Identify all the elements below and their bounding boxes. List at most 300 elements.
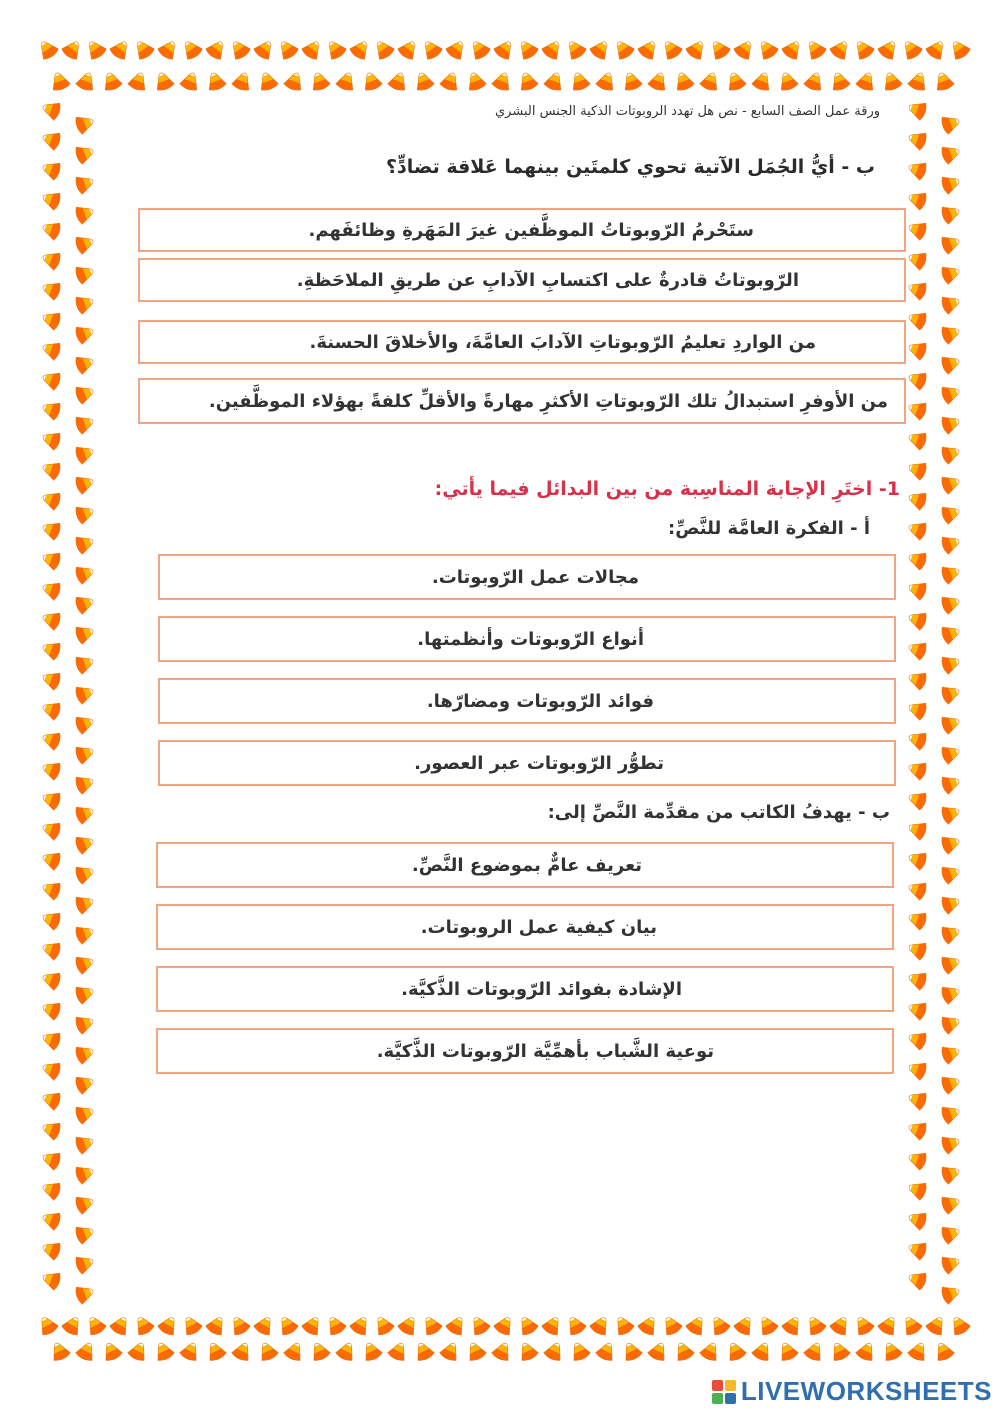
- candy-corn-266: [906, 668, 928, 691]
- candy-corn-63: [672, 70, 695, 92]
- candy-corn-205: [74, 952, 96, 975]
- candy-corn-166: [40, 368, 62, 391]
- candy-corn-37: [924, 37, 948, 61]
- candy-corn-81: [204, 1313, 228, 1337]
- candy-corn-19: [492, 37, 516, 61]
- candy-corn-272: [906, 758, 928, 781]
- candy-corn-126: [387, 1340, 410, 1363]
- candy-corn-32: [803, 37, 827, 61]
- candy-corn-193: [74, 772, 96, 795]
- candy-corn-53: [412, 70, 435, 92]
- candy-corn-22: [563, 37, 587, 61]
- antonym-option-4-text: من الأوفرِ استبدالُ تلك الرّوبوتاتِ الأكثرِ مهارةً والأقلِّ كلفةً بهؤلاء الموظَّفين.: [208, 390, 888, 412]
- candy-corn-294: [906, 1088, 928, 1111]
- candy-corn-11: [300, 37, 324, 61]
- candy-corn-260: [906, 578, 928, 601]
- candy-corn-21: [540, 37, 564, 61]
- candy-corn-257: [940, 532, 962, 555]
- candy-corn-25: [636, 37, 660, 61]
- candy-corn-249: [940, 412, 962, 435]
- candy-corn-89: [396, 1313, 420, 1337]
- candy-corn-109: [876, 1313, 900, 1337]
- candy-corn-71: [880, 70, 903, 92]
- candy-corn-208: [40, 998, 62, 1021]
- candy-corn-158: [40, 248, 62, 271]
- candy-corn-59: [568, 70, 591, 92]
- candy-corn-23: [588, 37, 612, 61]
- candy-corn-135: [620, 1340, 643, 1363]
- candy-corn-68: [803, 70, 826, 92]
- candy-corn-160: [40, 278, 62, 301]
- candy-corn-224: [40, 1238, 62, 1261]
- candy-corn-80: [179, 1313, 203, 1337]
- candy-corn-139: [724, 1340, 747, 1363]
- candy-corn-141: [776, 1340, 799, 1363]
- candy-corn-110: [899, 1313, 923, 1337]
- candy-corn-119: [204, 1340, 227, 1363]
- candy-corn-247: [940, 382, 962, 405]
- candy-corn-78: [131, 1313, 155, 1337]
- candy-corn-40: [75, 70, 98, 92]
- part-a-option-1[interactable]: [158, 554, 896, 600]
- candy-corn-307: [940, 1282, 962, 1305]
- candy-corn-153: [74, 172, 96, 195]
- candy-corn-79: [156, 1313, 180, 1337]
- candy-corn-124: [335, 1340, 358, 1363]
- candy-corn-106: [803, 1313, 827, 1337]
- part-a-option-2[interactable]: [158, 616, 896, 662]
- candy-corn-293: [940, 1072, 962, 1095]
- candy-corn-237: [940, 232, 962, 255]
- candy-corn-278: [906, 848, 928, 871]
- candy-corn-239: [940, 262, 962, 285]
- candy-corn-300: [906, 1178, 928, 1201]
- candy-corn-34: [851, 37, 875, 61]
- choose-question-heading: 1- اختَرِ الإجابة المناسِبة من بين البدائل فيما يأتي:: [434, 478, 900, 500]
- candy-corn-238: [906, 248, 928, 271]
- candy-corn-253: [940, 472, 962, 495]
- candy-corn-200: [40, 878, 62, 901]
- candy-corn-24: [611, 37, 635, 61]
- candy-corn-306: [906, 1268, 928, 1291]
- candy-corn-206: [40, 968, 62, 991]
- candy-corn-42: [127, 70, 150, 92]
- candy-corn-137: [672, 1340, 695, 1363]
- part-b-option-4[interactable]: [156, 1028, 894, 1074]
- candy-corn-245: [940, 352, 962, 375]
- candy-corn-60: [595, 70, 618, 92]
- candy-corn-143: [828, 1340, 851, 1363]
- candy-corn-246: [906, 368, 928, 391]
- candy-corn-129: [464, 1340, 487, 1363]
- candy-corn-84: [275, 1313, 299, 1337]
- candy-corn-240: [906, 278, 928, 301]
- candy-corn-101: [684, 1313, 708, 1337]
- candy-corn-202: [40, 908, 62, 931]
- candy-corn-62: [647, 70, 670, 92]
- candy-corn-228: [906, 98, 928, 121]
- candy-corn-20: [515, 37, 539, 61]
- candy-corn-13: [348, 37, 372, 61]
- candy-corn-279: [940, 862, 962, 885]
- candy-corn-31: [780, 37, 804, 61]
- candy-corn-286: [906, 968, 928, 991]
- candy-corn-116: [127, 1340, 150, 1363]
- antonym-question-heading: ب - أيُّ الجُمَل الآتية تحوي كلمتَين بينهما عَلاقة تضادٍّ؟: [385, 156, 875, 178]
- part-b-option-3-text: الإشادة بفوائد الرّوبوتات الذَّكيَّة.: [401, 978, 682, 1000]
- candy-corn-142: [803, 1340, 826, 1363]
- candy-corn-267: [940, 682, 962, 705]
- candy-corn-280: [906, 878, 928, 901]
- antonym-option-3-text: من الواردِ تعليمُ الرّوبوتاتِ الآدابَ العامَّةَ، والأخلاقَ الحسنةَ.: [309, 331, 816, 353]
- candy-corn-51: [360, 70, 383, 92]
- candy-corn-298: [906, 1148, 928, 1171]
- candy-corn-87: [348, 1313, 372, 1337]
- candy-corn-92: [467, 1313, 491, 1337]
- candy-corn-217: [74, 1132, 96, 1155]
- candy-corn-5: [156, 37, 180, 61]
- candy-corn-243: [940, 322, 962, 345]
- candy-corn-262: [906, 608, 928, 631]
- candy-corn-244: [906, 338, 928, 361]
- candy-corn-57: [516, 70, 539, 92]
- candy-corn-183: [74, 622, 96, 645]
- candy-corn-117: [152, 1340, 175, 1363]
- candy-corn-88: [371, 1313, 395, 1337]
- candy-corn-290: [906, 1028, 928, 1051]
- candy-corn-241: [940, 292, 962, 315]
- candy-corn-48: [283, 70, 306, 92]
- candy-corn-235: [940, 202, 962, 225]
- part-a-option-4[interactable]: [158, 740, 896, 786]
- candy-corn-154: [40, 188, 62, 211]
- candy-corn-230: [906, 128, 928, 151]
- candy-corn-163: [74, 322, 96, 345]
- candy-corn-210: [40, 1028, 62, 1051]
- liveworksheets-logo-icon: [711, 1379, 737, 1405]
- candy-corn-232: [906, 158, 928, 181]
- candy-corn-55: [464, 70, 487, 92]
- candy-corn-263: [940, 622, 962, 645]
- candy-corn-175: [74, 502, 96, 525]
- candy-corn-127: [412, 1340, 435, 1363]
- candy-corn-15: [396, 37, 420, 61]
- candy-corn-302: [906, 1208, 928, 1231]
- candy-corn-252: [906, 458, 928, 481]
- candy-corn-49: [308, 70, 331, 92]
- candy-corn-259: [940, 562, 962, 585]
- part-b-label: ب - يهدفُ الكاتب من مقدِّمة النَّصِّ إلى:: [547, 802, 890, 823]
- candy-corn-132: [543, 1340, 566, 1363]
- candy-corn-165: [74, 352, 96, 375]
- liveworksheets-logo-text: LIVEWORKSHEETS: [740, 1376, 992, 1406]
- candy-corn-213: [74, 1072, 96, 1095]
- candy-corn-215: [74, 1102, 96, 1125]
- candy-corn-177: [74, 532, 96, 555]
- candy-corn-155: [74, 202, 96, 225]
- candy-corn-152: [40, 158, 62, 181]
- part-b-option-1-text: تعريف عامٌّ بموضوع النَّصِّ.: [411, 854, 642, 876]
- candy-corn-172: [40, 458, 62, 481]
- candy-corn-295: [940, 1102, 962, 1125]
- candy-corn-98: [611, 1313, 635, 1337]
- candy-corn-282: [906, 908, 928, 931]
- candy-corn-61: [620, 70, 643, 92]
- candy-corn-75: [60, 1313, 84, 1337]
- candy-corn-115: [100, 1340, 123, 1363]
- candy-corn-52: [387, 70, 410, 92]
- candy-corn-128: [439, 1340, 462, 1363]
- candy-corn-251: [940, 442, 962, 465]
- candy-corn-209: [74, 1012, 96, 1035]
- candy-corn-16: [419, 37, 443, 61]
- candy-corn-184: [40, 638, 62, 661]
- candy-corn-125: [360, 1340, 383, 1363]
- candy-corn-283: [940, 922, 962, 945]
- part-a-option-2-text: أنواع الرّوبوتات وأنظمتها.: [417, 628, 644, 650]
- candy-corn-136: [647, 1340, 670, 1363]
- candy-corn-47: [256, 70, 279, 92]
- candy-corn-122: [283, 1340, 306, 1363]
- part-b-option-2-text: بيان كيفية عمل الروبوتات.: [420, 916, 657, 938]
- candy-corn-229: [940, 112, 962, 135]
- candy-corn-281: [940, 892, 962, 915]
- antonym-option-2[interactable]: [138, 258, 906, 302]
- candy-corn-285: [940, 952, 962, 975]
- worksheet-header: ورقة عمل الصف السابع - نص هل تهدد الروبوتات الذكية الجنس البشري: [495, 104, 880, 119]
- candy-corn-168: [40, 398, 62, 421]
- candy-corn-45: [204, 70, 227, 92]
- candy-corn-201: [74, 892, 96, 915]
- candy-corn-28: [707, 37, 731, 61]
- candy-corn-131: [516, 1340, 539, 1363]
- candy-corn-82: [227, 1313, 251, 1337]
- candy-corn-292: [906, 1058, 928, 1081]
- candy-corn-8: [227, 37, 251, 61]
- candy-corn-256: [906, 518, 928, 541]
- candy-corn-145: [880, 1340, 903, 1363]
- candy-corn-255: [940, 502, 962, 525]
- candy-corn-114: [75, 1340, 98, 1363]
- candy-corn-264: [906, 638, 928, 661]
- candy-corn-176: [40, 518, 62, 541]
- candy-corn-164: [40, 338, 62, 361]
- candy-corn-275: [940, 802, 962, 825]
- candy-corn-182: [40, 608, 62, 631]
- candy-corn-218: [40, 1148, 62, 1171]
- candy-corn-196: [40, 818, 62, 841]
- candy-corn-99: [636, 1313, 660, 1337]
- candy-corn-304: [906, 1238, 928, 1261]
- candy-corn-2: [83, 37, 107, 61]
- candy-corn-96: [563, 1313, 587, 1337]
- candy-corn-301: [940, 1192, 962, 1215]
- antonym-option-1-text: ستَحْرمُ الرّوبوتاتُ الموظَّفين غيرَ المَهَرةِ وظائفَهم.: [308, 219, 754, 241]
- candy-corn-204: [40, 938, 62, 961]
- candy-corn-0: [35, 37, 59, 61]
- antonym-option-1[interactable]: [138, 208, 906, 252]
- candy-corn-248: [906, 398, 928, 421]
- candy-corn-174: [40, 488, 62, 511]
- candy-corn-287: [940, 982, 962, 1005]
- candy-corn-150: [40, 128, 62, 151]
- part-a-option-3-text: فوائد الرّوبوتات ومضارّها.: [426, 690, 654, 712]
- candy-corn-268: [906, 698, 928, 721]
- candy-corn-27: [684, 37, 708, 61]
- part-a-option-3[interactable]: [158, 678, 896, 724]
- candy-corn-102: [707, 1313, 731, 1337]
- candy-corn-233: [940, 172, 962, 195]
- candy-corn-169: [74, 412, 96, 435]
- candy-corn-7: [204, 37, 228, 61]
- candy-corn-29: [732, 37, 756, 61]
- candy-corn-1: [60, 37, 84, 61]
- candy-corn-104: [755, 1313, 779, 1337]
- part-a-option-4-text: تطوُّر الرّوبوتات عبر العصور.: [414, 752, 664, 774]
- liveworksheets-logo[interactable]: [711, 1376, 992, 1407]
- candy-corn-134: [595, 1340, 618, 1363]
- candy-corn-170: [40, 428, 62, 451]
- candy-corn-211: [74, 1042, 96, 1065]
- candy-corn-271: [940, 742, 962, 765]
- candy-corn-173: [74, 472, 96, 495]
- candy-corn-274: [906, 788, 928, 811]
- candy-corn-35: [876, 37, 900, 61]
- candy-corn-226: [40, 1268, 62, 1291]
- candy-corn-270: [906, 728, 928, 751]
- candy-corn-107: [828, 1313, 852, 1337]
- candy-corn-161: [74, 292, 96, 315]
- candy-corn-162: [40, 308, 62, 331]
- candy-corn-203: [74, 922, 96, 945]
- candy-corn-265: [940, 652, 962, 675]
- candy-corn-288: [906, 998, 928, 1021]
- candy-corn-159: [74, 262, 96, 285]
- candy-corn-3: [108, 37, 132, 61]
- candy-corn-91: [444, 1313, 468, 1337]
- candy-corn-236: [906, 218, 928, 241]
- candy-corn-130: [491, 1340, 514, 1363]
- candy-corn-94: [515, 1313, 539, 1337]
- candy-corn-156: [40, 218, 62, 241]
- candy-corn-305: [940, 1252, 962, 1275]
- part-b-option-4-text: توعية الشَّباب بأهمِّيَّة الرّوبوتات الذَّكيَّة.: [376, 1040, 714, 1062]
- candy-corn-111: [924, 1313, 948, 1337]
- candy-corn-207: [74, 982, 96, 1005]
- candy-corn-6: [179, 37, 203, 61]
- candy-corn-284: [906, 938, 928, 961]
- candy-corn-179: [74, 562, 96, 585]
- candy-corn-149: [74, 112, 96, 135]
- candy-corn-50: [335, 70, 358, 92]
- candy-corn-123: [308, 1340, 331, 1363]
- part-b-option-2[interactable]: [156, 904, 894, 950]
- candy-corn-108: [851, 1313, 875, 1337]
- candy-corn-30: [755, 37, 779, 61]
- candy-corn-227: [74, 1282, 96, 1305]
- candy-corn-269: [940, 712, 962, 735]
- antonym-option-3[interactable]: [138, 320, 906, 364]
- candy-corn-291: [940, 1042, 962, 1065]
- candy-corn-216: [40, 1118, 62, 1141]
- antonym-option-4[interactable]: [138, 378, 906, 424]
- candy-corn-18: [467, 37, 491, 61]
- candy-corn-93: [492, 1313, 516, 1337]
- candy-corn-64: [699, 70, 722, 92]
- candy-corn-214: [40, 1088, 62, 1111]
- candy-corn-74: [35, 1313, 59, 1337]
- candy-corn-254: [906, 488, 928, 511]
- candy-corn-12: [323, 37, 347, 61]
- candy-corn-167: [74, 382, 96, 405]
- part-b-option-1[interactable]: [156, 842, 894, 888]
- antonym-option-2-text: الرّوبوتاتُ قادرةٌ على اكتسابِ الآدابِ عن طريقِ الملاحَظةِ.: [296, 269, 799, 291]
- candy-corn-90: [419, 1313, 443, 1337]
- candy-corn-44: [179, 70, 202, 92]
- candy-corn-121: [256, 1340, 279, 1363]
- candy-corn-181: [74, 592, 96, 615]
- candy-corn-195: [74, 802, 96, 825]
- candy-corn-133: [568, 1340, 591, 1363]
- candy-corn-144: [855, 1340, 878, 1363]
- candy-corn-46: [231, 70, 254, 92]
- candy-corn-231: [940, 142, 962, 165]
- candy-corn-199: [74, 862, 96, 885]
- part-b-option-3[interactable]: [156, 966, 894, 1012]
- candy-corn-36: [899, 37, 923, 61]
- candy-corn-187: [74, 682, 96, 705]
- candy-corn-33: [828, 37, 852, 61]
- candy-corn-147: [932, 1340, 955, 1363]
- candy-corn-197: [74, 832, 96, 855]
- candy-corn-303: [940, 1222, 962, 1245]
- candy-corn-178: [40, 548, 62, 571]
- candy-corn-113: [48, 1340, 71, 1363]
- candy-corn-148: [40, 98, 62, 121]
- candy-corn-140: [751, 1340, 774, 1363]
- candy-corn-26: [659, 37, 683, 61]
- candy-corn-234: [906, 188, 928, 211]
- candy-corn-192: [40, 758, 62, 781]
- candy-corn-118: [179, 1340, 202, 1363]
- candy-corn-186: [40, 668, 62, 691]
- candy-corn-191: [74, 742, 96, 765]
- candy-corn-219: [74, 1162, 96, 1185]
- candy-corn-85: [300, 1313, 324, 1337]
- candy-corn-9: [252, 37, 276, 61]
- candy-corn-112: [947, 1313, 971, 1337]
- candy-corn-76: [83, 1313, 107, 1337]
- candy-corn-10: [275, 37, 299, 61]
- candy-corn-296: [906, 1118, 928, 1141]
- candy-corn-105: [780, 1313, 804, 1337]
- candy-corn-14: [371, 37, 395, 61]
- candy-corn-69: [828, 70, 851, 92]
- candy-corn-180: [40, 578, 62, 601]
- candy-corn-67: [776, 70, 799, 92]
- candy-corn-120: [231, 1340, 254, 1363]
- candy-corn-223: [74, 1222, 96, 1245]
- candy-corn-146: [907, 1340, 930, 1363]
- candy-corn-242: [906, 308, 928, 331]
- candy-corn-276: [906, 818, 928, 841]
- candy-corn-100: [659, 1313, 683, 1337]
- candy-corn-38: [947, 37, 971, 61]
- candy-corn-86: [323, 1313, 347, 1337]
- candy-corn-250: [906, 428, 928, 451]
- candy-corn-194: [40, 788, 62, 811]
- candy-corn-138: [699, 1340, 722, 1363]
